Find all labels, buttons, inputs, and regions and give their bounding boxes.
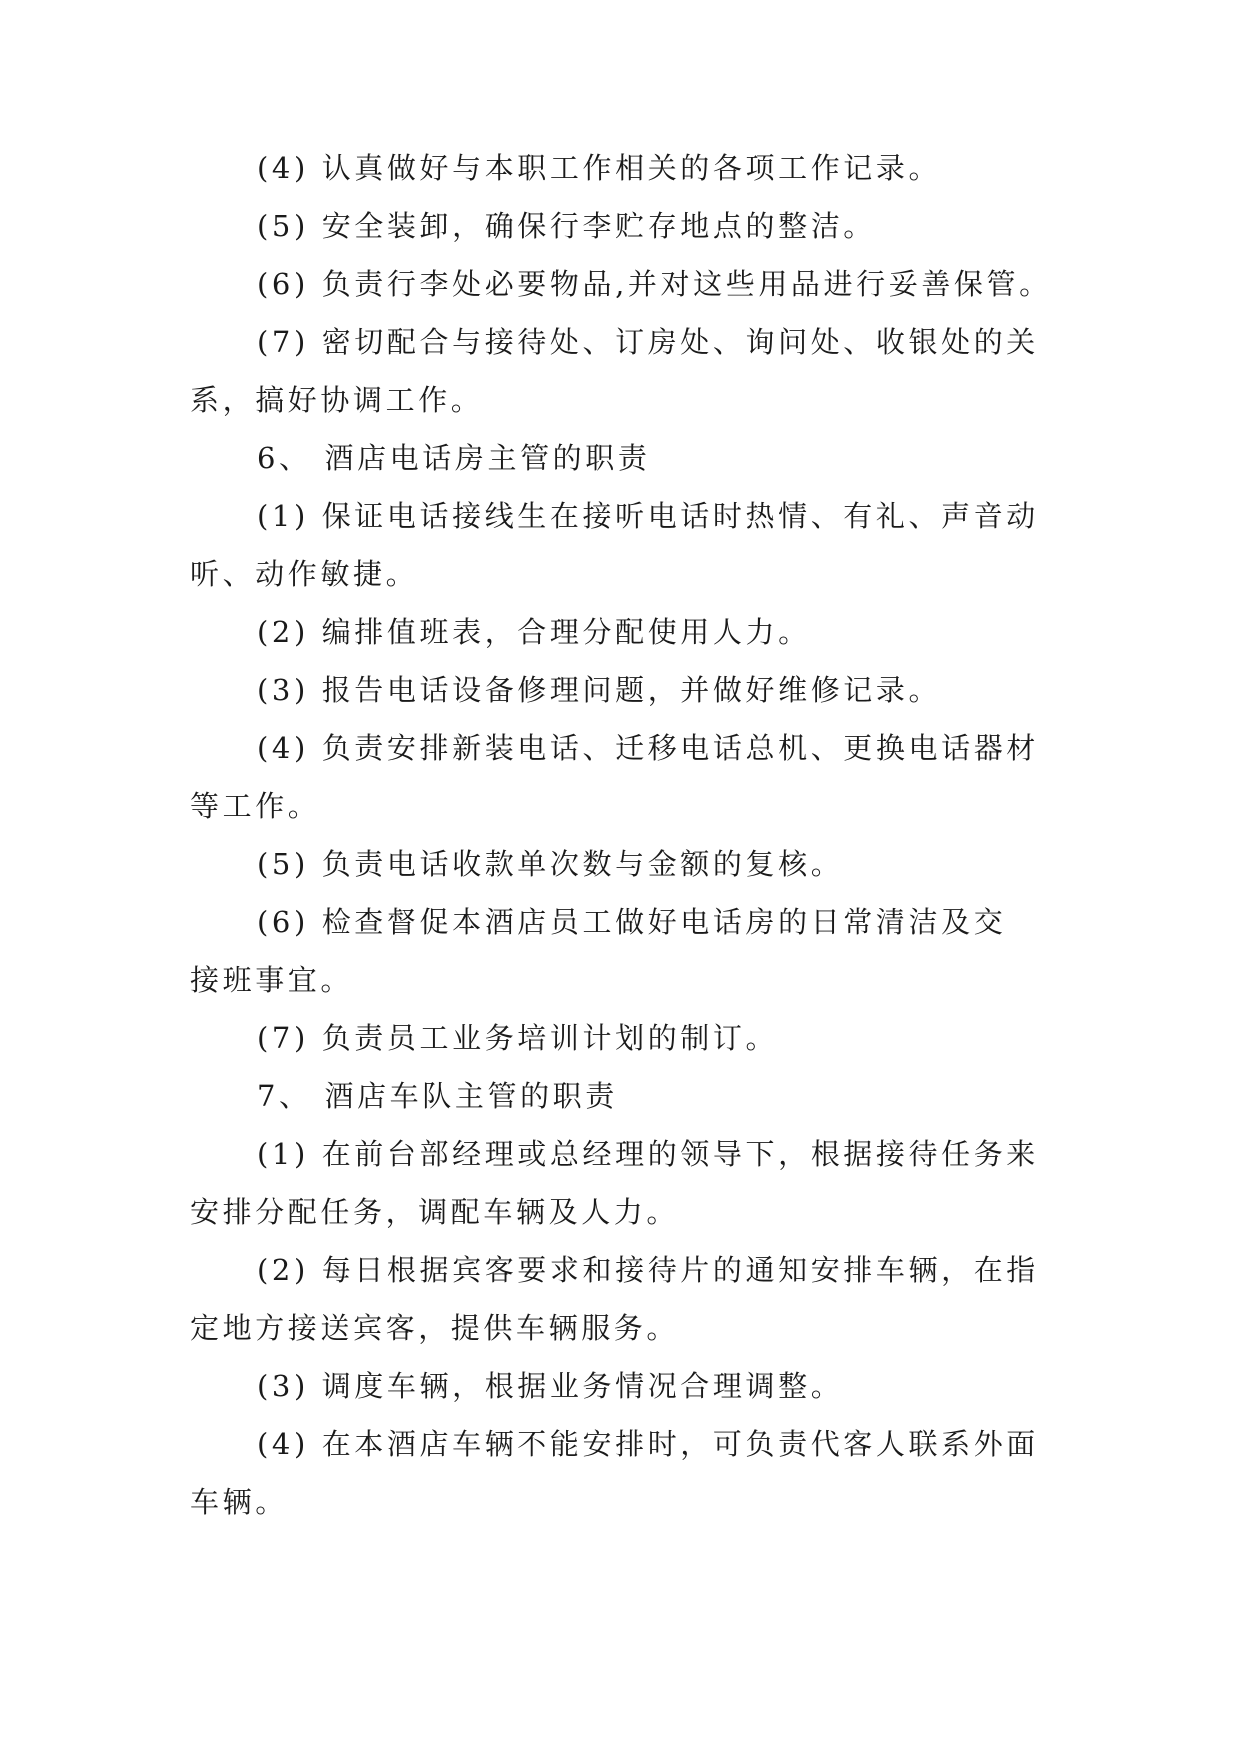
- text-line: (4) 负责安排新装电话、迁移电话总机、更换电话器材: [257, 731, 1039, 765]
- section-heading: 6、 酒店电话房主管的职责: [257, 441, 651, 475]
- text-line: 听、动作敏捷。: [190, 557, 419, 591]
- text-line: (4) 认真做好与本职工作相关的各项工作记录。: [257, 151, 942, 185]
- text-line: 接班事宜。: [190, 963, 354, 997]
- text-line: (3) 报告电话设备修理问题，并做好维修记录。: [257, 673, 942, 707]
- text-line: (5) 负责电话收款单次数与金额的复核。: [257, 847, 844, 881]
- text-line: (2) 每日根据宾客要求和接待片的通知安排车辆，在指: [257, 1253, 1039, 1287]
- text-line: 安排分配任务，调配车辆及人力。: [190, 1195, 680, 1229]
- text-line: (3) 调度车辆，根据业务情况合理调整。: [257, 1369, 844, 1403]
- text-line: (7) 密切配合与接待处、订房处、询问处、收银处的关: [257, 325, 1039, 359]
- text-line: (5) 安全装卸，确保行李贮存地点的整洁。: [257, 209, 876, 243]
- text-line: 系，搞好协调工作。: [190, 383, 484, 417]
- section-heading: 7、 酒店车队主管的职责: [257, 1079, 618, 1113]
- text-line: 车辆。: [190, 1485, 288, 1519]
- text-line: (7) 负责员工业务培训计划的制订。: [257, 1021, 779, 1055]
- text-line: (4) 在本酒店车辆不能安排时，可负责代客人联系外面: [257, 1427, 1039, 1461]
- text-line: (1) 保证电话接线生在接听电话时热情、有礼、声音动: [257, 499, 1039, 533]
- text-line: (1) 在前台部经理或总经理的领导下，根据接待任务来: [257, 1137, 1039, 1171]
- text-line: (6) 检查督促本酒店员工做好电话房的日常清洁及交: [257, 905, 1007, 939]
- text-line: (6) 负责行李处必要物品,并对这些用品进行妥善保管。: [257, 267, 1052, 301]
- text-line: (2) 编排值班表，合理分配使用人力。: [257, 615, 811, 649]
- text-line: 等工作。: [190, 789, 321, 823]
- text-line: 定地方接送宾客，提供车辆服务。: [190, 1311, 680, 1345]
